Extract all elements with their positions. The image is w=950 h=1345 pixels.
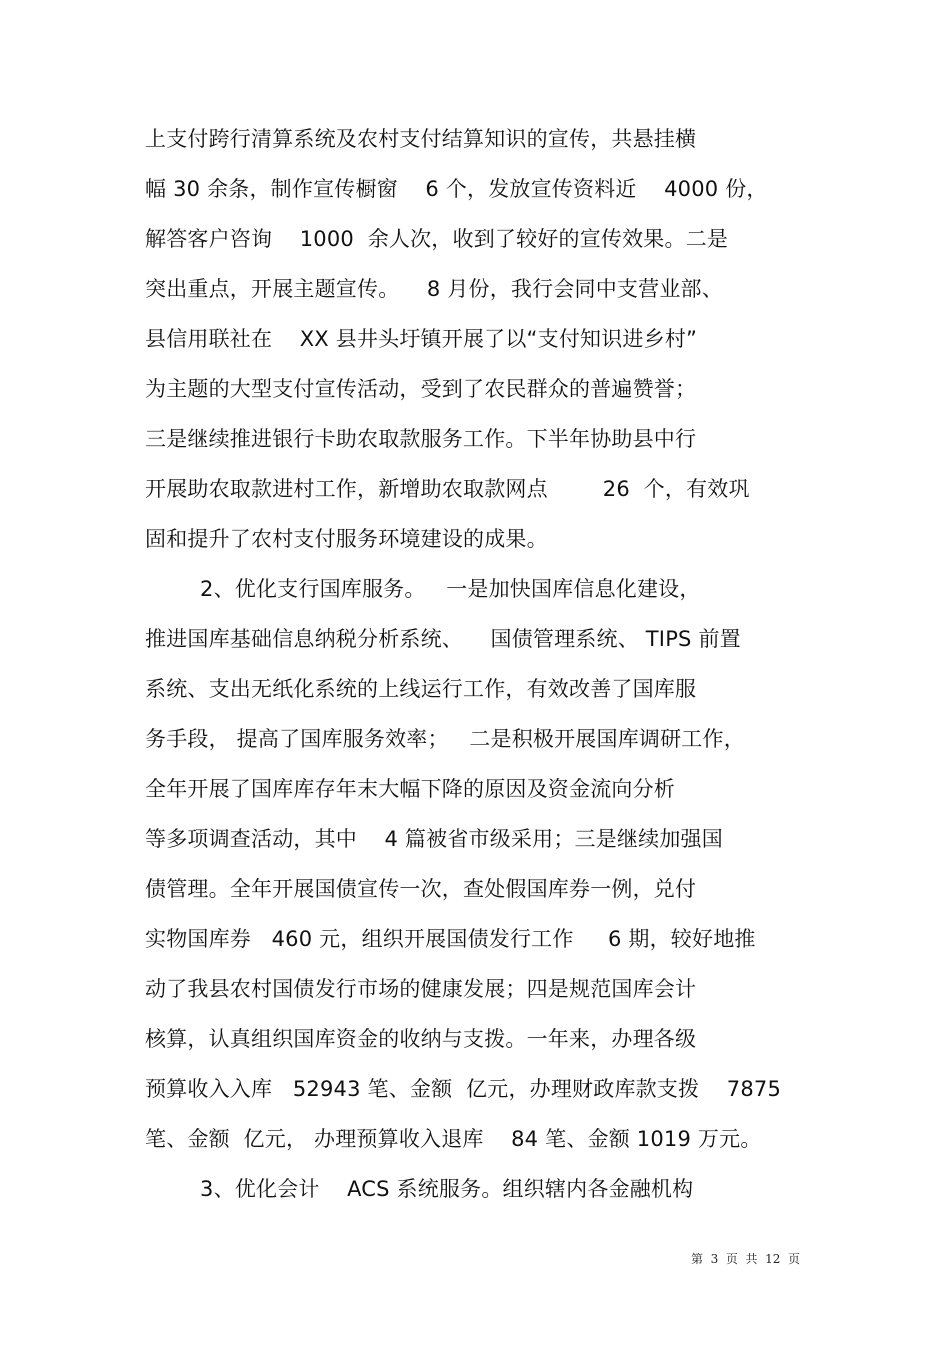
text-line: 三是继续推进银行卡助农取款服务工作。下半年协助县中行 xyxy=(145,427,697,451)
text-line: 县信用联社在 XX 县井头圩镇开展了以“支付知识进乡村” xyxy=(145,327,698,351)
text-line: 固和提升了农村支付服务环境建设的成果。 xyxy=(145,527,548,551)
text-line: 笔、金额 亿元， 办理预算收入退库 84 笔、金额 1019 万元。 xyxy=(145,1127,762,1151)
text-line: 2、优化支行国库服务。 一是加快国库信息化建设， xyxy=(145,577,701,601)
text-line: 幅 30 余条，制作宣传橱窗 6 个，发放宣传资料近 4000 份， xyxy=(145,177,768,201)
text-line: 动了我县农村国债发行市场的健康发展；四是规范国库会计 xyxy=(145,977,697,1001)
text-line: 实物国库券 460 元，组织开展国债发行工作 6 期，较好地推 xyxy=(145,927,756,951)
text-line: 核算，认真组织国库资金的收纳与支拨。一年来，办理各级 xyxy=(145,1027,697,1051)
text-line: 突出重点，开展主题宣传。 8 月份，我行会同中支营业部、 xyxy=(145,277,723,301)
text-line: 为主题的大型支付宣传活动，受到了农民群众的普遍赞誉； xyxy=(145,377,697,401)
text-line: 务手段， 提高了国库服务效率； 二是积极开展国库调研工作， xyxy=(145,727,745,751)
text-line: 全年开展了国库库存年末大幅下降的原因及资金流向分析 xyxy=(145,777,675,801)
text-line: 债管理。全年开展国债宣传一次，查处假国库券一例，兑付 xyxy=(145,877,697,901)
text-line: 开展助农取款进村工作，新增助农取款网点 26 个，有效巩 xyxy=(145,477,750,501)
text-line: 上支付跨行清算系统及农村支付结算知识的宣传，共悬挂横 xyxy=(145,127,697,151)
text-line: 等多项调查活动，其中 4 篇被省市级采用；三是继续加强国 xyxy=(145,827,723,851)
text-line: 3、优化会计 ACS 系统服务。组织辖内各金融机构 xyxy=(145,1177,694,1201)
text-line: 解答客户咨询 1000 余人次，收到了较好的宣传效果。二是 xyxy=(145,227,729,251)
text-line: 推进国库基础信息纳税分析系统、 国债管理系统、 TIPS 前置 xyxy=(145,627,741,651)
text-line: 系统、支出无纸化系统的上线运行工作，有效改善了国库服 xyxy=(145,677,697,701)
text-line: 预算收入入库 52943 笔、金额 亿元，办理财政库款支拨 7875 xyxy=(145,1077,781,1101)
page-number-footer: 第 3 页 共 12 页 xyxy=(691,1252,801,1266)
